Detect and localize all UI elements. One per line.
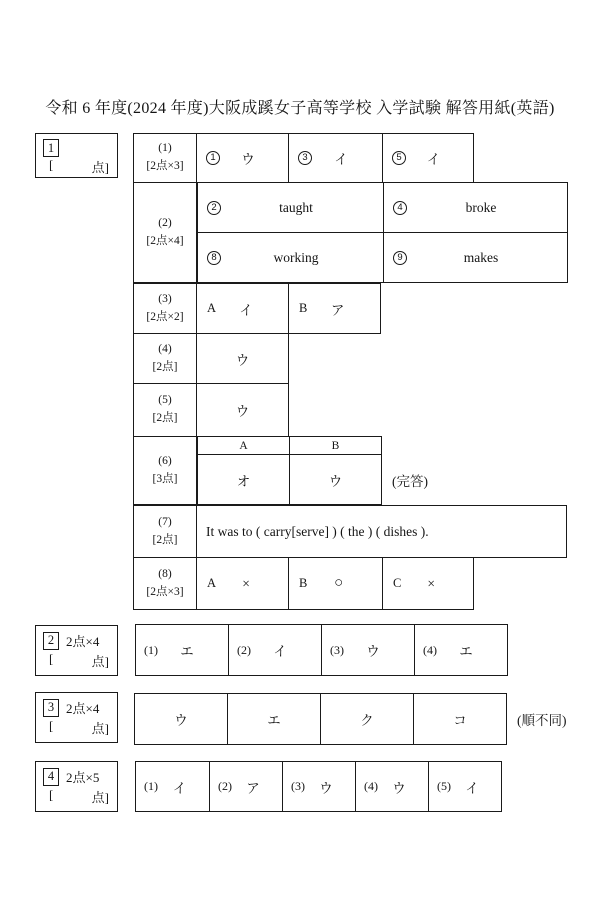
answer-cell — [382, 133, 474, 183]
answer-cell — [355, 761, 429, 812]
answer-marker: B — [299, 301, 308, 315]
question-tag: (2) — [237, 642, 251, 657]
answer-value: × — [242, 575, 250, 591]
answer-cell — [383, 232, 568, 283]
answer-cell — [282, 761, 356, 812]
section1-row-3 — [133, 283, 568, 334]
answer-cell — [196, 283, 289, 334]
answer-value: ク — [360, 713, 374, 728]
answer-cell — [227, 693, 321, 745]
circled-number: 1 — [206, 151, 220, 165]
bracket-open: [ — [49, 718, 54, 733]
circled-number: 2 — [207, 201, 221, 215]
circled-number: 9 — [393, 251, 407, 265]
question-tag: (1) — [144, 642, 158, 657]
answer-cell — [414, 624, 508, 676]
answer-value: taught — [279, 199, 313, 215]
answer-value: ウ — [174, 713, 188, 728]
question-label: (3) [2点×2] — [133, 283, 197, 334]
answer-cell — [383, 182, 568, 233]
answer-value: It was to ( carry[serve] ) ( the ) ( dishes ). — [206, 523, 429, 539]
section1-score-box — [35, 133, 118, 178]
answer-cell — [288, 133, 383, 183]
circled-number: 4 — [393, 201, 407, 215]
section4-points: 2点×5 — [66, 770, 100, 785]
question-label: (5) [2点] — [133, 383, 197, 437]
answer-cell — [197, 182, 384, 233]
answer-value: ○ — [334, 575, 344, 591]
bracket-close: 点] — [91, 654, 109, 669]
answer-value: イ — [172, 780, 187, 796]
section2-score-box — [35, 625, 118, 676]
answer-value: イ — [273, 644, 287, 659]
section1-row-4 — [133, 333, 568, 384]
answer-value: コ — [453, 713, 467, 728]
answer-cell — [228, 624, 322, 676]
question-label: (7) [2点] — [133, 505, 197, 558]
answer-marker: A — [207, 576, 217, 590]
answer-cell — [135, 624, 229, 676]
section1-score-bracket — [43, 157, 110, 176]
circled-number: 8 — [207, 251, 221, 265]
section1-number: 1 — [43, 139, 59, 157]
question-tag: (3) — [291, 779, 305, 793]
section3-score-bracket — [43, 718, 110, 737]
answer-cell — [197, 454, 290, 505]
answer-cell — [196, 557, 289, 610]
section1-row-7 — [133, 505, 568, 558]
answer-cell — [382, 557, 474, 610]
section2-number: 2 — [43, 632, 59, 650]
column-header: A — [197, 436, 290, 455]
answer-value: ア — [330, 302, 345, 318]
complete-answer-note: (完答) — [392, 474, 428, 489]
answer-cell — [197, 232, 384, 283]
answer-value: working — [273, 249, 319, 265]
any-order-note: (順不同) — [517, 713, 567, 728]
section4-score-box — [35, 761, 118, 812]
answer-value: ウ — [366, 644, 380, 659]
answer-value: ア — [246, 780, 260, 796]
section1-row-1 — [133, 133, 568, 183]
question-tag: (4) — [423, 642, 437, 657]
question-label: (4) [2点] — [133, 333, 197, 384]
answer-cell — [321, 624, 415, 676]
section1-row-6 — [133, 436, 568, 505]
section4-number: 4 — [43, 768, 59, 786]
answer-value: イ — [239, 302, 253, 318]
answer-value: ウ — [235, 404, 250, 419]
section2-score-bracket — [43, 651, 110, 670]
answer-marker: A — [207, 301, 217, 315]
bracket-close: 点] — [91, 790, 109, 805]
answer-value: エ — [267, 713, 281, 728]
section1-table — [133, 133, 568, 610]
answer-cell — [288, 283, 381, 334]
section4-score-bracket — [43, 787, 110, 806]
answer-marker: C — [393, 576, 402, 590]
answer-value: エ — [459, 644, 473, 659]
section4-table — [135, 761, 502, 812]
section2-points: 2点×4 — [66, 634, 100, 649]
answer-value: × — [427, 575, 435, 591]
section3-table — [134, 693, 567, 745]
section1-row-8 — [133, 557, 568, 610]
answer-value: オ — [236, 473, 251, 489]
answer-value: イ — [465, 780, 479, 796]
question-tag: (1) — [144, 779, 158, 793]
answer-value: broke — [465, 199, 497, 215]
answer-value: ウ — [328, 473, 343, 489]
answer-cell — [289, 454, 382, 505]
answer-value: イ — [334, 152, 348, 167]
question-label: (6) [3点] — [133, 436, 197, 505]
answer-value: ウ — [235, 352, 250, 368]
answer-cell — [196, 505, 567, 558]
bracket-close: 点] — [91, 160, 109, 175]
answer-cell — [288, 557, 383, 610]
section3-score-box — [35, 692, 118, 743]
question-tag: (2) — [218, 779, 232, 793]
answer-value: ウ — [392, 780, 406, 796]
bracket-open: [ — [49, 787, 54, 802]
question-label: (8) [2点×3] — [133, 557, 197, 610]
question-tag: (3) — [330, 642, 344, 657]
answer-cell — [134, 693, 228, 745]
bracket-close: 点] — [91, 721, 109, 736]
question-tag: (5) — [437, 779, 451, 793]
section2-table — [135, 624, 508, 676]
circled-number: 3 — [298, 151, 312, 165]
section3-number: 3 — [43, 699, 59, 717]
bracket-open: [ — [49, 651, 54, 666]
answer-value: イ — [426, 152, 441, 167]
answer-cell — [196, 133, 289, 183]
answer-cell — [135, 761, 210, 812]
answer-value: makes — [463, 249, 499, 265]
section1-row-2 — [133, 182, 568, 283]
question-label: (2) [2点×4] — [133, 182, 197, 283]
answer-cell — [196, 333, 289, 384]
answer-marker: B — [299, 576, 308, 590]
section3-points: 2点×4 — [66, 701, 100, 716]
bracket-open: [ — [49, 157, 54, 172]
answer-cell — [320, 693, 414, 745]
question-label: (1) [2点×3] — [133, 133, 197, 183]
answer-cell — [428, 761, 502, 812]
page-title: 令和 6 年度(2024 年度)大阪成蹊女子高等学校 入学試験 解答用紙(英語) — [45, 100, 555, 117]
answer-cell — [413, 693, 507, 745]
section1-row-5 — [133, 383, 568, 437]
answer-cell — [196, 383, 289, 437]
question-tag: (4) — [364, 779, 378, 793]
answer-value: ウ — [241, 152, 255, 167]
answer-cell — [209, 761, 283, 812]
column-header: B — [289, 436, 382, 455]
answer-value: ウ — [319, 780, 333, 796]
circled-number: 5 — [392, 151, 406, 165]
answer-value: エ — [180, 644, 194, 659]
